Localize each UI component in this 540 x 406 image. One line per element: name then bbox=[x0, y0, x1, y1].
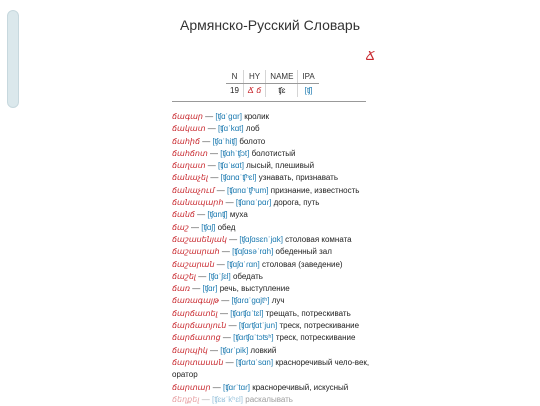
cell-n: 19 bbox=[226, 84, 243, 98]
entry-ipa: [ʧɑnʧ] bbox=[207, 210, 230, 220]
entry-definition: треск, потрескивание bbox=[279, 321, 360, 331]
entry-definition: ловкий bbox=[250, 345, 277, 355]
entry-ipa: [ʧɑɾʧɑˈtɔʦʰ] bbox=[233, 333, 276, 343]
entry-ipa: [ʧɑɾˈpik] bbox=[220, 345, 251, 355]
entry-definition: трещать, потрескивать bbox=[265, 308, 351, 318]
dictionary-entry bbox=[172, 197, 372, 209]
header-n: N bbox=[226, 70, 243, 84]
entry-definition: болотистый bbox=[251, 148, 296, 158]
entry-definition: обедать bbox=[232, 271, 263, 281]
entry-definition: речь, выступление bbox=[219, 284, 290, 294]
dictionary-entry bbox=[172, 234, 372, 246]
entry-headword[interactable]: ճարճատոց bbox=[172, 333, 221, 343]
dictionary-entry bbox=[172, 382, 372, 394]
entry-headword[interactable]: ճահիճ bbox=[172, 136, 200, 146]
entry-ipa: [ʧɛʁˈkʰɛl] bbox=[211, 394, 246, 404]
entry-headword[interactable]: ճանաչել bbox=[172, 173, 209, 183]
letter-info-row bbox=[226, 84, 319, 98]
entry-dash: — bbox=[219, 296, 232, 306]
entry-definition: болото bbox=[239, 136, 266, 146]
entry-definition: муха bbox=[229, 210, 248, 220]
letter-info-table bbox=[226, 70, 319, 97]
entry-ipa: [ʧɑhˈʧɔt] bbox=[220, 148, 252, 158]
entry-ipa: [ʧɑɾʧɑtˈjun] bbox=[238, 321, 280, 331]
entry-ipa: [ʧɑˈʁɑt] bbox=[217, 161, 247, 171]
entry-ipa: [ʧɑʃ] bbox=[201, 222, 218, 232]
dictionary-entry bbox=[172, 111, 372, 123]
dictionary-entry bbox=[172, 259, 372, 271]
dictionary-entry bbox=[172, 172, 372, 184]
entry-dash: — bbox=[199, 394, 212, 404]
entry-headword[interactable]: ճաշասենյակ bbox=[172, 234, 227, 244]
header-ipa: IPA bbox=[298, 70, 319, 84]
header-name: NAME bbox=[266, 70, 298, 84]
entry-ipa: [ʧɑr] bbox=[202, 284, 220, 294]
entry-dash: — bbox=[207, 345, 221, 355]
dictionary-entry bbox=[172, 148, 372, 160]
entry-dash: — bbox=[200, 136, 213, 146]
entry-ipa: [ʧɑɾtɑˈsɑn] bbox=[235, 357, 276, 367]
entry-headword[interactable]: ճաշել bbox=[172, 271, 197, 281]
entry-definition: кролик bbox=[244, 112, 270, 121]
entry-headword[interactable]: ճահճոտ bbox=[172, 148, 208, 158]
dictionary-entry bbox=[172, 185, 372, 197]
dictionary-entry bbox=[172, 394, 372, 406]
entry-dash: — bbox=[220, 333, 234, 343]
entry-definition: столовая (заведение) bbox=[262, 259, 343, 269]
dictionary-entry bbox=[172, 209, 372, 221]
dictionary-entry bbox=[172, 246, 372, 258]
entry-ipa: [ʧɑʃɑsɛnˈjɑk] bbox=[239, 234, 286, 244]
entry-ipa: [ʧɑnɑˈʧʰɛl] bbox=[220, 173, 259, 183]
entry-ipa: [ʧɑˈkɑt] bbox=[217, 124, 246, 134]
dictionary-entry bbox=[172, 222, 372, 234]
entry-headword[interactable]: ճաշասրահ bbox=[172, 247, 220, 257]
dictionary-entry bbox=[172, 345, 372, 357]
dictionary-entry bbox=[172, 295, 372, 307]
entry-dash: — bbox=[223, 357, 236, 367]
entry-definition: признание, известность bbox=[270, 185, 360, 195]
dictionary-entry bbox=[172, 271, 372, 283]
dictionary-entry bbox=[172, 320, 372, 332]
cell-ipa: [ʧ] bbox=[304, 86, 313, 95]
entry-ipa: [ʧɑʃɑˈɾɑn] bbox=[227, 259, 263, 269]
dictionary-entry bbox=[172, 123, 372, 135]
entry-definition: треск, потрескивание bbox=[275, 333, 356, 343]
page-title: Армянско-Русский Словарь bbox=[180, 17, 360, 33]
entry-dash: — bbox=[208, 173, 221, 183]
entry-ipa: [ʧɑnɑˈʧʰum] bbox=[227, 185, 271, 195]
dictionary-entry bbox=[172, 160, 372, 172]
entry-ipa: [ʧɑʃɑsəˈrɑh] bbox=[232, 247, 276, 257]
entry-headword[interactable]: ճառ bbox=[172, 284, 191, 294]
entry-definition: столовая комната bbox=[285, 234, 352, 244]
entry-dash: — bbox=[214, 185, 227, 195]
letter-info-header-row bbox=[226, 70, 319, 84]
entry-dash: — bbox=[190, 284, 203, 294]
dictionary-entry bbox=[172, 283, 372, 295]
entry-ipa: [ʧɑɾʧɑˈtɛl] bbox=[230, 308, 266, 318]
entry-dash: — bbox=[223, 198, 236, 208]
header-hy: HY bbox=[243, 70, 265, 84]
entry-dash: — bbox=[194, 210, 208, 220]
entry-headword[interactable]: ճաշարան bbox=[172, 259, 215, 269]
entry-headword[interactable]: ճանճ bbox=[172, 210, 195, 220]
entry-headword[interactable]: ճարճատյուն bbox=[172, 321, 227, 331]
entry-ipa: [ʧɑˈgɑr] bbox=[215, 112, 245, 121]
dictionary-entry bbox=[172, 332, 372, 344]
entry-dash: — bbox=[196, 271, 209, 281]
entry-ipa: [ʧɑˈhiʧ] bbox=[212, 136, 240, 146]
entry-definition: обеденный зал bbox=[275, 247, 332, 257]
entry-definition: лоб bbox=[245, 124, 260, 134]
entry-definition: лысый, плешивый bbox=[246, 161, 315, 171]
entry-headword[interactable]: ճաշ bbox=[172, 222, 189, 232]
entry-dash: — bbox=[202, 112, 216, 121]
entry-headword[interactable]: ճաղատ bbox=[172, 161, 206, 171]
entry-definition: красноречивый, искусный bbox=[252, 382, 349, 392]
entry-ipa: [ʧɑˈʃɛl] bbox=[208, 271, 233, 281]
entry-headword[interactable]: ճեղքել bbox=[172, 394, 200, 404]
cell-hy: Ճ ճ bbox=[243, 84, 265, 98]
dictionary-entry bbox=[172, 308, 372, 320]
entry-headword[interactable]: ճարճատել bbox=[172, 308, 218, 318]
section-letter: Ճ bbox=[366, 49, 376, 63]
entry-headword[interactable]: ճառագայթ bbox=[172, 296, 219, 306]
entry-dash: — bbox=[226, 321, 239, 331]
entry-ipa: [ʧɑɾˈtɑɾ] bbox=[223, 382, 253, 392]
entry-dash: — bbox=[210, 382, 223, 392]
entry-headword[interactable]: ճարտասան bbox=[172, 357, 224, 367]
entry-definition: узнавать, признавать bbox=[258, 173, 338, 183]
entry-ipa: [ʧɑɾɑˈgɑjtʰ] bbox=[231, 296, 272, 306]
cell-name: ʧɛ bbox=[266, 84, 298, 98]
entry-headword[interactable]: ճարտար bbox=[172, 382, 211, 392]
entry-ipa: [ʧɑnɑˈpɑɾ] bbox=[235, 198, 274, 208]
entry-definition: луч bbox=[271, 296, 285, 306]
entry-dash: — bbox=[226, 234, 240, 244]
entry-headword[interactable]: ճակատ bbox=[172, 124, 206, 134]
entry-dash: — bbox=[217, 308, 231, 318]
divider bbox=[172, 101, 366, 102]
entry-definition: раскалывать bbox=[245, 394, 293, 404]
entry-dash: — bbox=[205, 124, 218, 134]
entry-dash: — bbox=[214, 259, 227, 269]
entry-definition: обед bbox=[217, 222, 236, 232]
entry-definition: красноречивый чело-век, оратор bbox=[172, 357, 370, 380]
entry-definition: дорога, путь bbox=[273, 198, 320, 208]
entry-headword[interactable]: ճարպիկ bbox=[172, 345, 208, 355]
entry-dash: — bbox=[207, 148, 221, 158]
entry-headword[interactable]: ճագար bbox=[172, 112, 203, 121]
dictionary-entry bbox=[164, 357, 372, 382]
entry-dash: — bbox=[219, 247, 233, 257]
entry-headword[interactable]: ճանապարհ bbox=[172, 198, 224, 208]
entry-dash: — bbox=[205, 161, 218, 171]
entry-dash: — bbox=[188, 222, 202, 232]
entry-list bbox=[172, 111, 372, 406]
entry-headword[interactable]: ճանաչում bbox=[172, 185, 215, 195]
dictionary-entry bbox=[172, 136, 372, 148]
